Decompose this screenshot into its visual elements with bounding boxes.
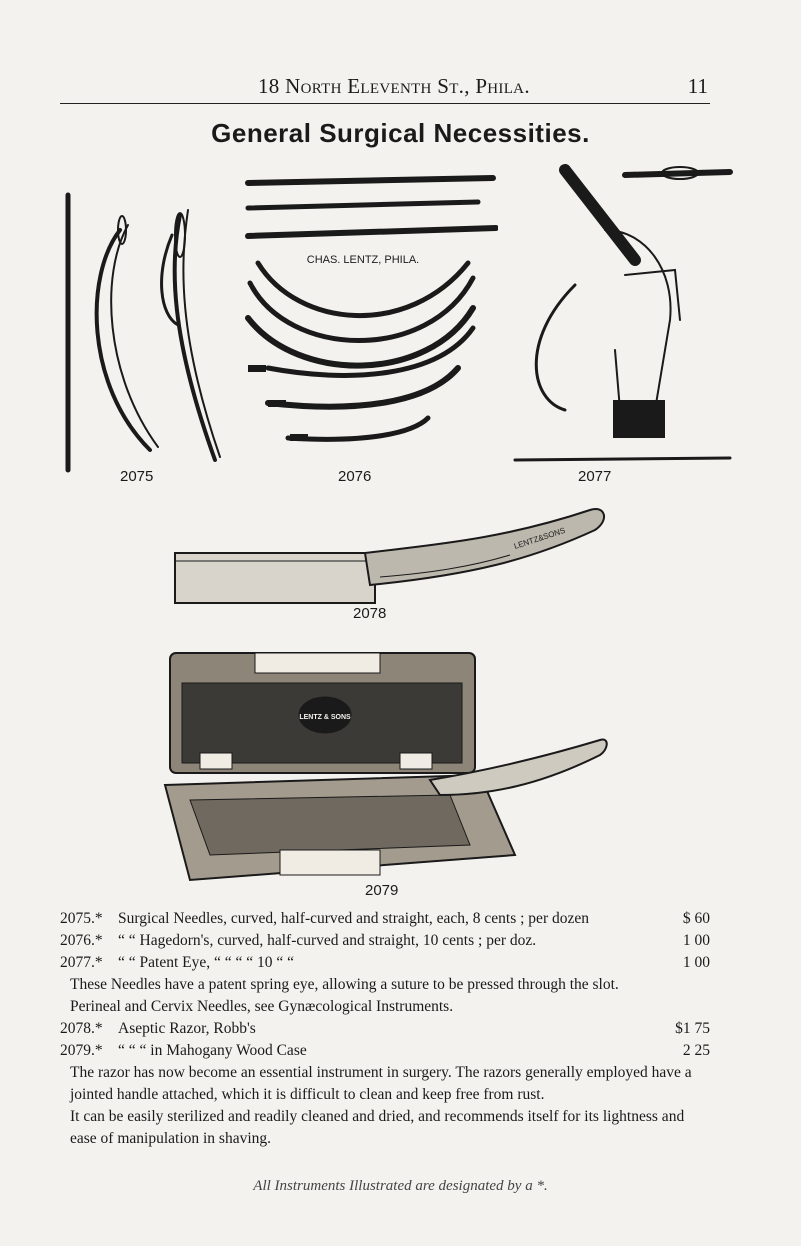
- sterilization-paragraph: It can be easily sterilized and readily cleaned and dried, and recommends itself for its lightness and ease of manipulation in shaving.: [70, 1108, 685, 1147]
- entry-code: 2079.*: [60, 1042, 103, 1059]
- entry-description: “ “ Patent Eye, “ “ “ “ 10 “ “: [118, 954, 295, 971]
- catalog-text: [60, 908, 710, 1150]
- entry-code: 2077.*: [60, 954, 103, 971]
- figure-label-2076: 2076: [338, 468, 372, 485]
- razor-paragraph: The razor has now become an essential instrument in surgery. The razors generally employed have a jointed handle attached, which it is difficult to clean and keep free from rust.: [70, 1064, 692, 1103]
- figure-2079-razor-case-illustration: [160, 645, 610, 885]
- entry-price: $ 60: [682, 910, 710, 927]
- running-header: [60, 74, 750, 104]
- entry-description: Aseptic Razor, Robb's: [118, 1020, 256, 1037]
- entry-code: 2075.*: [60, 910, 103, 927]
- entry-code: 2078.*: [60, 1020, 103, 1037]
- gynaecological-note: Perineal and Cervix Needles, see Gynæcological Instruments.: [70, 998, 454, 1015]
- engraving-2079: LENTZ & SONS: [299, 714, 351, 721]
- entry-description: Surgical Needles, curved, half-curved and straight, each, 8 cents ; per dozen: [118, 910, 589, 927]
- figure-label-2079: 2079: [365, 882, 399, 899]
- section-title: General Surgical Necessities.: [211, 118, 590, 148]
- figure-2076-needles-illustration: [228, 168, 498, 468]
- entry-description: “ “ “ in Mahogany Wood Case: [118, 1042, 307, 1059]
- catalog-entry-2077: [60, 952, 710, 974]
- figure-2078-razor-illustration: [170, 505, 610, 610]
- catalog-entry-2075: [60, 908, 710, 930]
- catalog-entry-2076: [60, 930, 710, 952]
- entry-price: $1 75: [675, 1020, 710, 1037]
- entry-price: 1 00: [682, 954, 710, 971]
- header-rule: [60, 103, 710, 104]
- entry-code: 2076.*: [60, 932, 103, 949]
- entry-price: 1 00: [682, 932, 710, 949]
- catalog-entry-2079: [60, 1040, 710, 1062]
- page-number: 11: [687, 74, 708, 98]
- figure-2075-needles-illustration: [60, 185, 230, 475]
- figure-label-2077: 2077: [578, 468, 612, 485]
- figure-2077-needle-in-hand-illustration: [505, 160, 735, 470]
- figure-label-2078: 2078: [353, 605, 387, 622]
- engraving-2078: LENTZ&SONS: [512, 525, 567, 551]
- entry-description: “ “ Hagedorn's, curved, half-curved and straight, 10 cents ; per doz.: [118, 932, 537, 949]
- footnote: All Instruments Illustrated are designated by a *.: [253, 1178, 548, 1194]
- needles-note: These Needles have a patent spring eye, allowing a suture to be pressed through the slot.: [70, 976, 619, 993]
- entry-price: 2 25: [682, 1042, 710, 1059]
- engraving-2076: CHAS. LENTZ, PHILA.: [306, 254, 420, 266]
- running-header-title: 18 North Eleventh St., Phila.: [258, 74, 530, 98]
- figure-label-2075: 2075: [120, 468, 154, 485]
- catalog-entry-2078: [60, 1018, 710, 1040]
